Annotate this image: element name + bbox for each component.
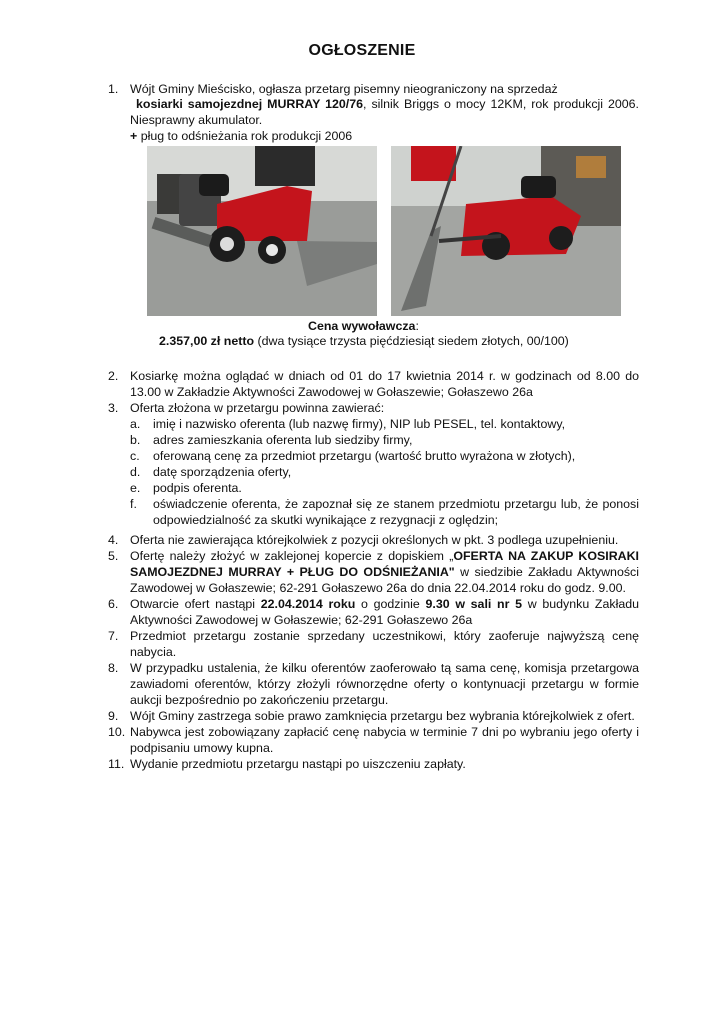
item-5-location: w siedzibie Zakładu Aktywności	[454, 565, 639, 579]
item-7-line-2: nabycia.	[130, 645, 177, 659]
item-3-b-letter: b.	[130, 433, 141, 447]
item-3-f-letter: f.	[130, 497, 137, 511]
item-6-line-1	[130, 596, 639, 612]
item-1-product-name: kosiarki samojezdnej MURRAY 120/76	[136, 97, 364, 111]
plus-sign: +	[130, 129, 138, 143]
item-10-line-1: Nabywca jest zobowiązany zapłacić cenę nabycia w terminie 7 dni po wybraniu jego oferty i	[130, 725, 639, 739]
price-in-words: (dwa tysiące trzysta pięćdziesiąt siedem złotych, 00/100)	[254, 334, 569, 348]
item-5-number: 5.	[108, 549, 119, 563]
item-5-line-2	[130, 564, 639, 580]
item-1-product-details: , silnik Briggs o mocy 12KM, rok produkcji 2006.	[363, 97, 639, 111]
item-6-line-2: Aktywności Zawodowej w Gołaszewie; 62-291 Gołaszewo 26a	[130, 613, 473, 627]
item-8-line-1: W przypadku ustalenia, że kilku oferentów zaoferowało tą sama cenę, komisja przetargowa	[130, 661, 639, 675]
item-8-line-2: zawiadomi oferentów, którzy złożyli równorzędne oferty o kontynuacji przetargu w formie	[130, 677, 639, 691]
item-5-intro: Ofertę należy złożyć w zaklejonej kopercie z dopiskiem „	[130, 549, 454, 563]
item-8-number: 8.	[108, 661, 119, 675]
item-8-line-3: aukcji bezpośrednio po zakończeniu przetargu.	[130, 693, 389, 707]
item-3-d-text: datę sporządzenia oferty,	[153, 465, 292, 479]
item-10-line-2: podpisaniu umowy kupna.	[130, 741, 274, 755]
item-1-line-2	[136, 96, 639, 112]
item-4-number: 4.	[108, 533, 119, 547]
item-11-text: Wydanie przedmiotu przetargu nastąpi po uiszczeniu zapłaty.	[130, 757, 466, 771]
opening-time-room: 9.30 w sali nr 5	[425, 597, 523, 611]
item-1-number: 1.	[108, 82, 119, 96]
item-2-line-2: 13.00 w Zakładzie Aktywności Zawodowej w Gołaszewie; Gołaszewo 26a	[130, 385, 533, 399]
item-1-line-3: Niesprawny akumulator.	[130, 113, 263, 127]
item-3-e-text: podpis oferenta.	[153, 481, 242, 495]
item-3-e-letter: e.	[130, 481, 141, 495]
item-3-b-text: adres zamieszkania oferenta lub siedziby firmy,	[153, 433, 413, 447]
item-5-line-3: Zawodowej w Gołaszewie; 62-291 Gołaszewo 26a do dnia 22.04.2014 roku do godz. 9.00.	[130, 581, 626, 595]
price-label-line	[308, 318, 419, 334]
mower-photo-front-view	[391, 146, 621, 316]
price-amount: 2.357,00 zł netto	[159, 334, 255, 348]
item-10-number: 10.	[108, 725, 126, 739]
item-1-plow-text: pług to odśnieżania rok produkcji 2006	[137, 129, 353, 143]
item-2-line-1: Kosiarkę można oglądać w dniach od 01 do 17 kwietnia 2014 r. w godzinach od 8.00 do	[130, 369, 639, 383]
item-4-text: Oferta nie zawierająca którejkolwiek z pozycji określonych w pkt. 3 podlega uzupełnieniu.	[130, 533, 619, 547]
item-6-text-c: o godzinie	[355, 597, 426, 611]
item-3-f-text-2: odpowiedzialność za skutki wynikające z rezygnacji z oględzin;	[153, 513, 499, 527]
item-5-line-1	[130, 548, 639, 564]
item-6-text-a: Otwarcie ofert nastąpi	[130, 597, 261, 611]
item-3-a-letter: a.	[130, 417, 141, 431]
item-3-d-letter: d.	[130, 465, 141, 479]
page-title: OGŁOSZENIE	[308, 42, 416, 59]
item-3-text: Oferta złożona w przetargu powinna zawierać:	[130, 401, 385, 415]
item-3-c-text: oferowaną cenę za przedmiot przetargu (wartość brutto wyrażona w złotych),	[153, 449, 576, 463]
item-7-line-1: Przedmiot przetargu zostanie sprzedany uczestnikowi, który zaoferuje najwyższą cenę	[130, 629, 639, 643]
price-value-line	[159, 333, 569, 349]
item-7-number: 7.	[108, 629, 119, 643]
price-label: Cena wywoławcza	[308, 319, 416, 333]
item-5-inscription-2: SAMOJEZDNEJ MURRAY + PŁUG DO ODŚNIEŻANIA"	[130, 565, 455, 579]
item-3-number: 3.	[108, 401, 119, 415]
item-6-number: 6.	[108, 597, 119, 611]
item-3-a-text: imię i nazwisko oferenta (lub nazwę firmy), NIP lub PESEL, tel. kontaktowy,	[153, 417, 566, 431]
item-6-text-e: w budynku Zakładu	[522, 597, 639, 611]
item-1-line-1: Wójt Gminy Mieścisko, ogłasza przetarg pisemny nieograniczony na sprzedaż	[130, 82, 558, 96]
item-11-number: 11.	[108, 757, 125, 771]
item-5-inscription-1: OFERTA NA ZAKUP KOSIRAKI	[453, 549, 639, 563]
price-label-colon: :	[415, 319, 419, 333]
item-9-number: 9.	[108, 709, 119, 723]
item-1-line-4	[130, 128, 352, 144]
item-2-number: 2.	[108, 369, 119, 383]
opening-date: 22.04.2014 roku	[260, 597, 356, 611]
item-9-text: Wójt Gminy zastrzega sobie prawo zamknięcia przetargu bez wybrania którejkolwiek z ofert.	[130, 709, 635, 723]
item-3-c-letter: c.	[130, 449, 140, 463]
mower-photo-side-view	[147, 146, 377, 316]
item-3-f-text: oświadczenie oferenta, że zapoznał się ze stanem przedmiotu przetargu lub, że ponosi	[153, 497, 639, 511]
